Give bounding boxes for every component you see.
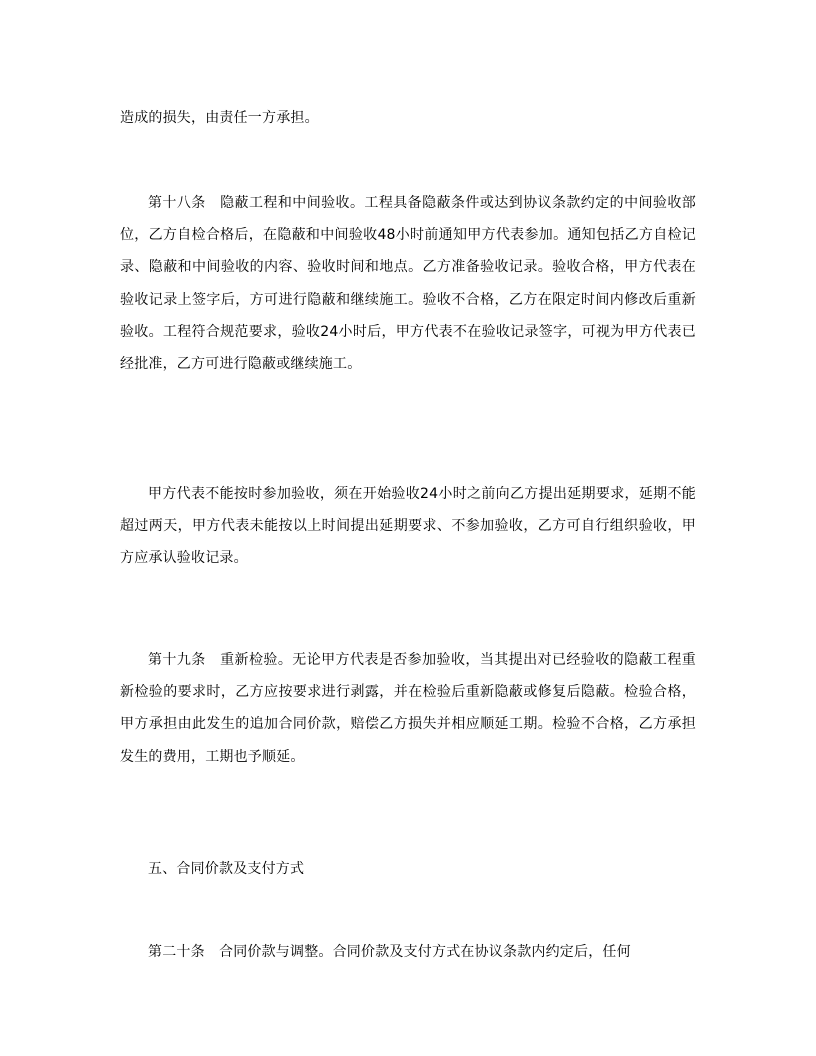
paragraph-article-20: 第二十条 合同价款与调整。合同价款及支付方式在协议条款内约定后，任何 (148, 944, 631, 960)
paragraph-article-18: 第十八条 隐蔽工程和中间验收。工程具备隐蔽条件或达到协议条款约定的中间验收部位，乙方自检合格后，在隐蔽和中间验收48小时前通知甲方代表参加。通知包括乙方自检记录、隐蔽和中间验收的内容、验收时间和地点。乙方准备验收记录。验收合格，甲方代表在验收记录上签字后，方可进行隐蔽和继续施工。验收不合格，乙方在限定时间内修改后重新验收。工程符合规范要求，验收24小时后，甲方代表不在验收记录签字，可视为甲方代表已经批准，乙方可进行隐蔽或继续施工。 (120, 195, 696, 373)
section-heading-contract-price: 五、合同价款及支付方式 (148, 861, 305, 877)
paragraph-delay-inspection: 甲方代表不能按时参加验收，须在开始验收24小时之前向乙方提出延期要求，延期不能超过两天，甲方代表未能按以上时间提出延期要求、不参加验收，乙方可自行组织验收，甲方应承认验收记录。 (120, 486, 696, 567)
paragraph-liability-end: 造成的损失，由责任一方承担。 (120, 110, 319, 126)
paragraph-article-19: 第十九条 重新检验。无论甲方代表是否参加验收，当其提出对已经验收的隐蔽工程重新检验的要求时，乙方应按要求进行剥露，并在检验后重新隐蔽或修复后隐蔽。检验合格，甲方承担由此发生的追加合同价款，赔偿乙方损失并相应顺延工期。检验不合格，乙方承担发生的费用，工期也予顺延。 (120, 652, 696, 765)
